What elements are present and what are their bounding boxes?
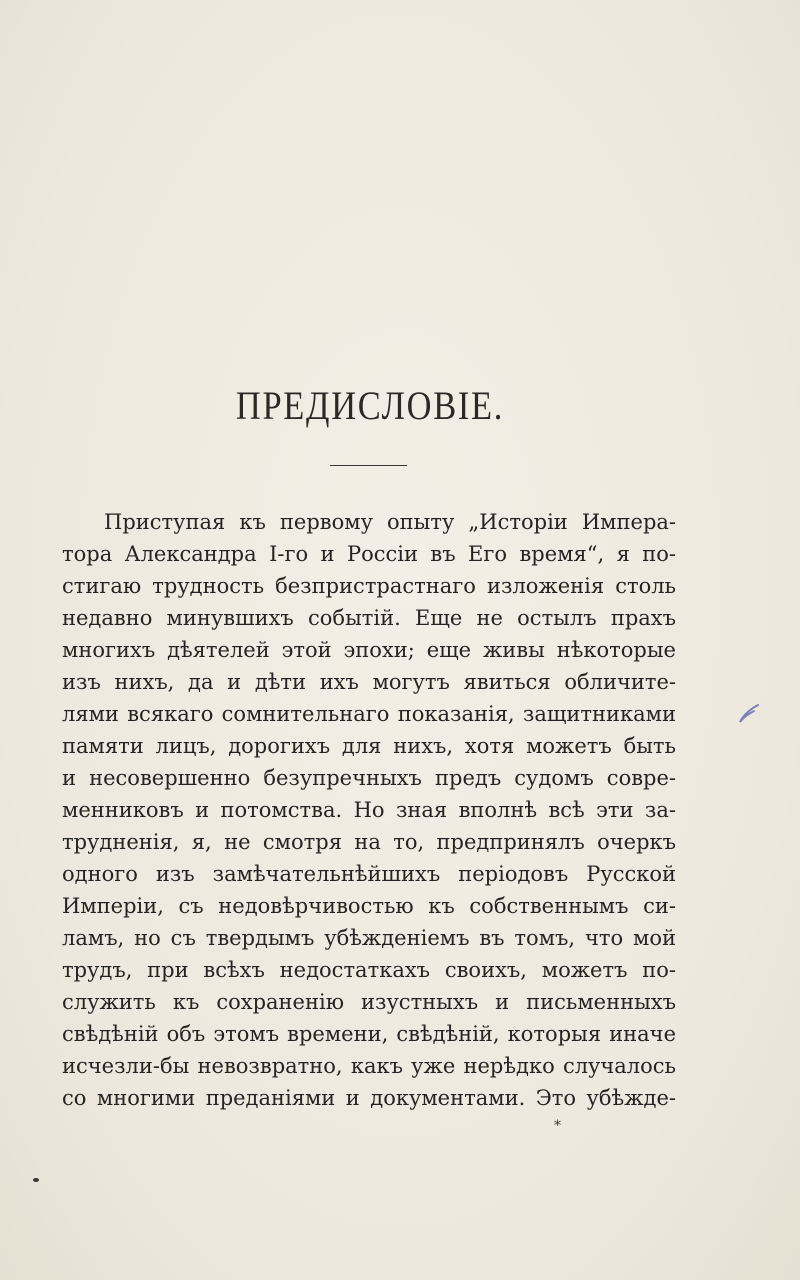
- text-line: ламъ, но съ твердымъ убѣжденіемъ въ томъ, что мой: [62, 926, 676, 950]
- text-line: памяти лицъ, дорогихъ для нихъ, хотя можетъ быть: [62, 734, 676, 758]
- text-line: свѣдѣній объ этомъ времени, свѣдѣній, которыя иначе: [62, 1022, 676, 1046]
- text-line: одного изъ замѣчательнѣйшихъ періодовъ Русской: [62, 862, 676, 886]
- text-line: многихъ дѣятелей этой эпохи; еще живы нѣкоторые: [62, 638, 676, 662]
- text-line: служить къ сохраненію изустныхъ и письменныхъ: [62, 990, 676, 1014]
- preface-text: [62, 506, 676, 1114]
- page-title: ПРЕДИСЛОВІЕ.: [235, 383, 505, 428]
- signature-mark: *: [554, 1118, 561, 1134]
- title-divider: [330, 465, 407, 466]
- text-line: со многими преданіями и документами. Это убѣжде-: [62, 1086, 676, 1110]
- text-line: Приступая къ первому опыту „Исторіи Импера-: [104, 510, 676, 534]
- text-line: менниковъ и потомства. Но зная вполнѣ всѣ эти за-: [62, 798, 676, 822]
- text-line: трудненія, я, не смотря на то, предпринялъ очеркъ: [62, 830, 676, 854]
- ink-speck: [33, 1178, 39, 1182]
- text-line: тора Александра I-го и Россіи въ Его время“, я по-: [62, 542, 676, 566]
- text-line: трудъ, при всѣхъ недостаткахъ своихъ, можетъ по-: [62, 958, 676, 982]
- pencil-check-mark: [734, 702, 764, 728]
- text-line: стигаю трудность безпристрастнаго изложенія столь: [62, 574, 676, 598]
- text-line: изъ нихъ, да и дѣти ихъ могутъ явиться обличите-: [62, 670, 676, 694]
- text-line: и несовершенно безупречныхъ предъ судомъ совре-: [62, 766, 676, 790]
- text-line: Имперіи, съ недовѣрчивостью къ собственнымъ си-: [62, 894, 676, 918]
- text-line: исчезли-бы невозвратно, какъ уже нерѣдко случалось: [62, 1054, 676, 1078]
- text-line: лями всякаго сомнительнаго показанія, защитниками: [62, 702, 676, 726]
- text-line: недавно минувшихъ событій. Еще не остылъ прахъ: [62, 606, 676, 630]
